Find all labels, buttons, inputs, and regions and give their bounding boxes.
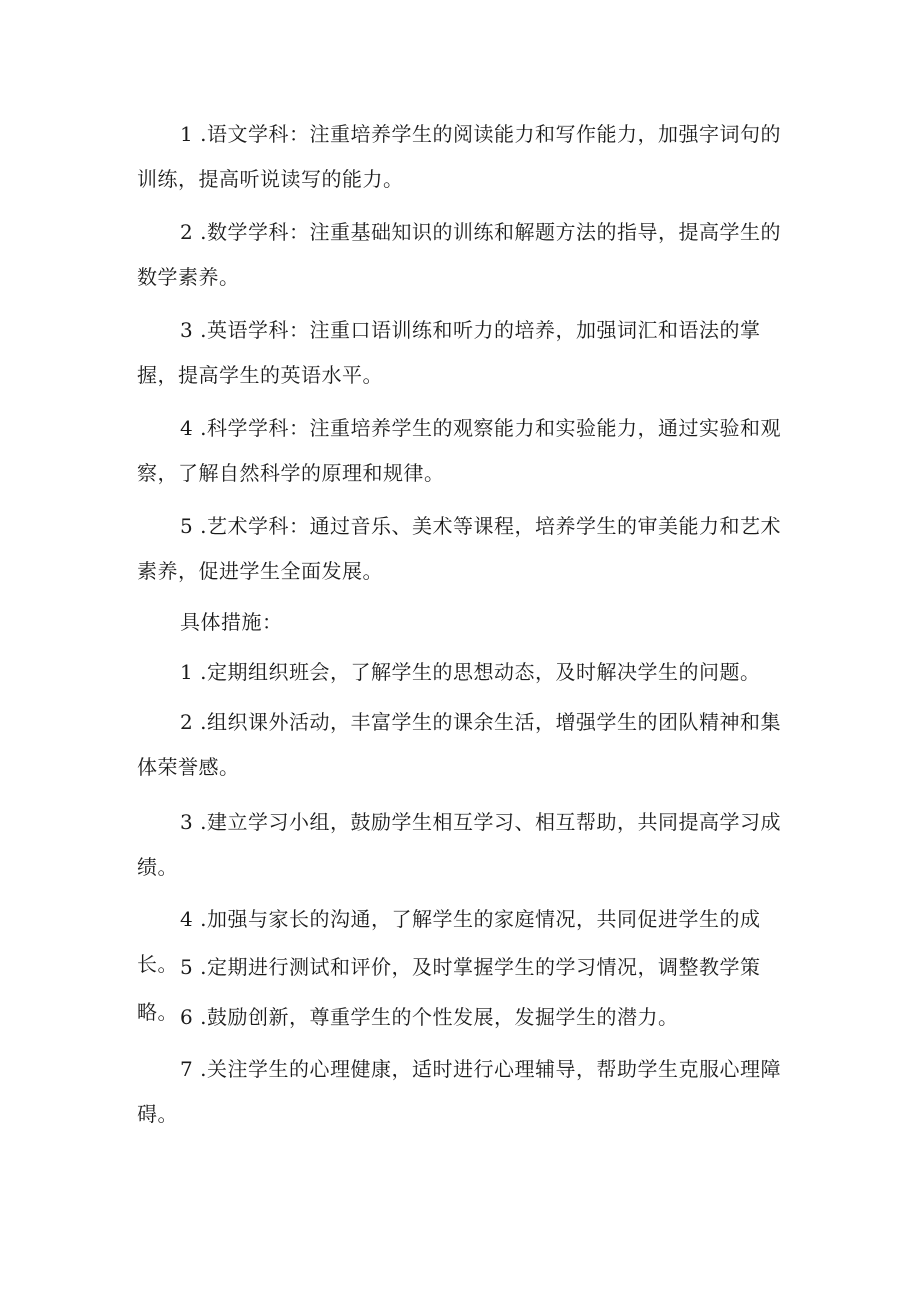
subject-item-science: 4 .科学学科：注重培养学生的观察能力和实验能力，通过实验和观察，了解自然科学的原理和规律。: [137, 416, 781, 485]
subject-item-art: 5 .艺术学科：通过音乐、美术等课程，培养学生的审美能力和艺术素养，促进学生全面发展。: [137, 514, 781, 583]
measure-item: 6 .鼓励创新，尊重学生的个性发展，发掘学生的潜力。: [180, 1005, 679, 1029]
measure-item: 4 .加强与家长的沟通，了解学生的家庭情况，共同促进学生的成长。: [137, 907, 761, 976]
subject-item-math: 2 .数学学科：注重基础知识的训练和解题方法的指导，提高学生的数学素养。: [137, 220, 781, 289]
measure-item: 5 .定期进行测试和评价，及时掌握学生的学习情况，调整教学策略。: [137, 955, 761, 1024]
measures-heading: 具体措施：: [180, 610, 283, 634]
subject-item-english: 3 .英语学科：注重口语训练和听力的培养，加强词汇和语法的掌握，提高学生的英语水平。: [137, 318, 761, 387]
measure-item: 7 .关注学生的心理健康，适时进行心理辅导，帮助学生克服心理障碍。: [137, 1057, 781, 1126]
measure-item: 1 .定期组织班会，了解学生的思想动态，及时解决学生的问题。: [180, 660, 761, 684]
subject-item-chinese: 1 .语文学科：注重培养学生的阅读能力和写作能力，加强字词句的训练，提高听说读写的能力。: [137, 122, 781, 191]
measure-item: 2 .组织课外活动，丰富学生的课余生活，增强学生的团队精神和集体荣誉感。: [137, 710, 781, 779]
measure-item: 3 .建立学习小组，鼓励学生相互学习、相互帮助，共同提高学习成绩。: [137, 810, 781, 879]
